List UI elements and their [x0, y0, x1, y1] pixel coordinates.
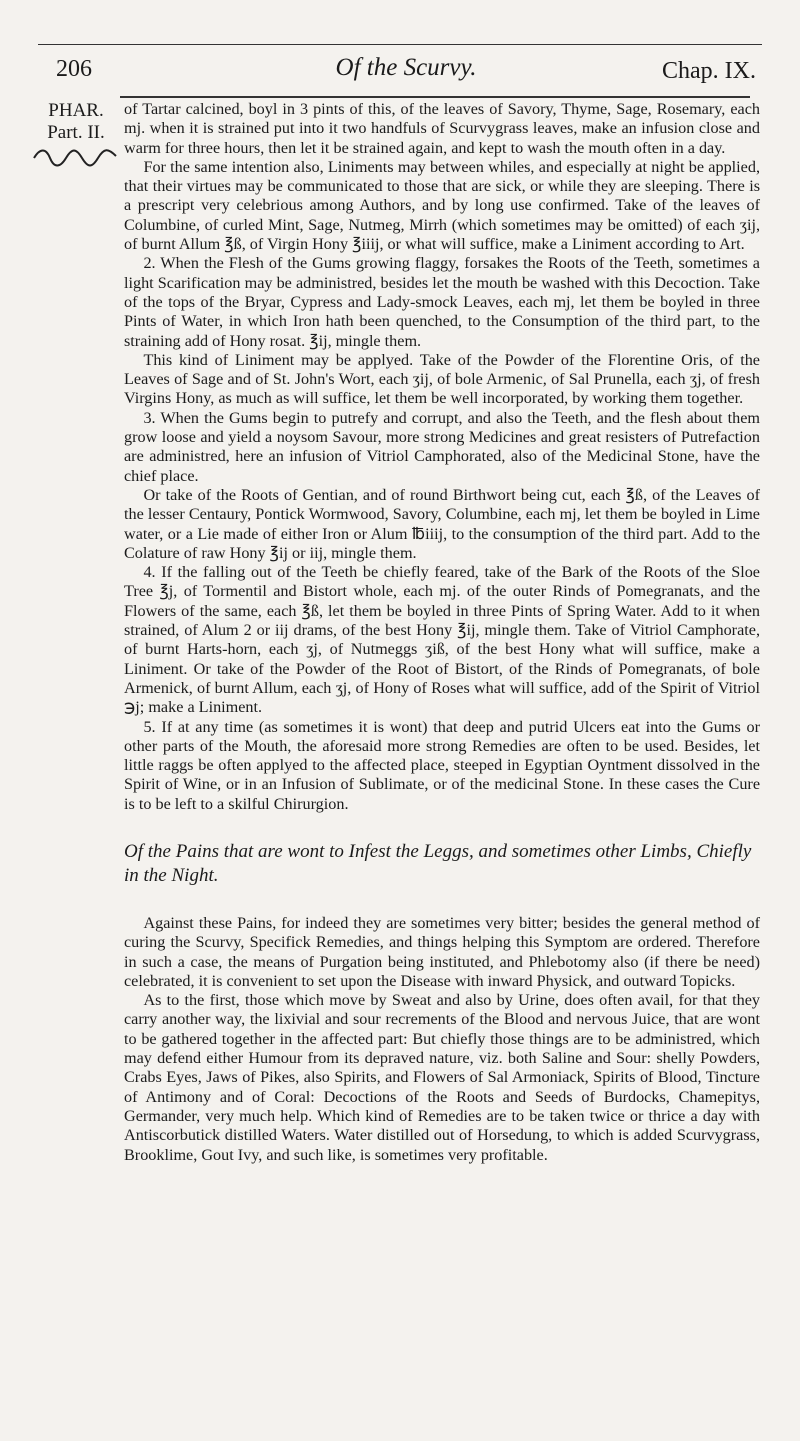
section-heading: Of the Pains that are wont to Infest the Leggs, and sometimes other Limbs, Chiefly in the Night. — [124, 840, 752, 886]
paragraph: of Tartar calcined, boyl in 3 pints of this, of the leaves of Savory, Thyme, Sage, Rosemary, each mj. when it is strained put into it two handfuls of Scurvygrass leaves, make an infusion close and warm for three hours, then let it be strained again, and kept to wash the mouth often in a day. — [124, 100, 760, 157]
paragraph: 2. When the Flesh of the Gums growing flaggy, forsakes the Roots of the Teeth, sometimes a light Scarification may be administred, besides let the mouth be washed with this Decoction. Take of the tops of the Bryar, Cypress and Lady-smock Leaves, each mj, let them be boyled in three Pints of Water, in which Iron hath been quenched, to the Consumption of the third part, to the straining add of Hony rosat. ℥ij, mingle them. — [124, 254, 760, 350]
paragraph: 3. When the Gums begin to putrefy and corrupt, and also the Teeth, and the flesh about them grow loose and yield a noysom Savour, more strong Medicines and great resisters of Putrefaction are administred, here an infusion of Vitriol Camphorated, also of the Medicinal Stone, have the chief place. — [124, 408, 760, 485]
paragraph: As to the first, those which move by Sweat and also by Urine, does often avail, for that they carry another way, the lixivial and sour recrements of the Blood and nervous Juice, that are wont to be gathered together in the affected part: But chiefly those things are to be administred, which may defend either Humour from its depraved nature, viz. both Saline and Sour: shelly Powders, Crabs Eyes, Jaws of Pikes, also Spirits, and Flowers of Sal Armoniack, Spirits of Blood, Tincture of Antimony and of Coral: Decoctions of the Roots and Seeds of Burdocks, Chamepitys, Germander, very much help. Which kind of Remedies are to be taken twice or thrice a day with Antiscorbutick distilled Waters. Water distilled out of Horsedung, to which is added Scurvygrass, Brooklime, Gout Ivy, and such like, is sometimes very profitable. — [124, 991, 760, 1164]
paragraph: This kind of Liniment may be applyed. Take of the Powder of the Florentine Oris, of the Leaves of Sage and of St. John's Wort, each ʒij, of bole Armenic, of Sal Prunella, each ʒj, of fresh Virgins Hony, as much as will suffice, let them be well incorporated, by working them together. — [124, 350, 760, 408]
flourish-ornament — [32, 146, 118, 168]
margin-note-line-2: Part. II. — [47, 122, 105, 143]
page-number: 206 — [56, 56, 92, 82]
running-header — [56, 52, 756, 92]
top-rule — [38, 44, 762, 45]
main-text — [124, 100, 760, 1165]
chapter-label: Chap. IX. — [662, 58, 756, 84]
paragraph: 5. If at any time (as sometimes it is wont) that deep and putrid Ulcers eat into the Gums or other parts of the Mouth, the aforesaid more strong Remedies are often to be used. Besides, let little raggs be often applyed to the affected place, steeped in Egyptian Oyntment dissolved in the Spirit of Wine, or in an Infusion of Sublimate, or of the medicinal Stone. In these cases the Cure is to be left to a skilful Chirurgion. — [124, 717, 760, 813]
paragraph: 4. If the falling out of the Teeth be chiefly feared, take of the Bark of the Roots of the Sloe Tree ℥j, of Tormentil and Bistort whole, each mj. of the outer Rinds of Pomegranats, and the Flowers of the same, each ℥ß, let them be boyled in three Pints of Spring Water. Add to it when strained, of Alum 2 or iij drams, of the best Hony ℥ij, mingle them. Take of Vitriol Camphorate, of burnt Harts-horn, each ʒj, of Nutmeggs ʒiß, of the best Hony what will suffice, make a Liniment. Or take of the Powder of the Root of Bistort, of the Rinds of Pomegranats, of bole Armenick, of burnt Allum, each ʒj, of Hony of Roses what will suffice, add of the Spirit of Vitriol ℈j; make a Liniment. — [124, 563, 760, 717]
paragraph: For the same intention also, Liniments may between whiles, and especially at night be applied, that their virtues may be communicated to those that are sick, or while they are sleeping. There is a prescript very celebrious among Authors, and by long use confirmed. Take of the leaves of Columbine, of curled Mint, Sage, Nutmeg, Mirrh (which sometimes may be omitted) of each ʒij, of burnt Allum ℥ß, of Virgin Hony ℥iiij, or what will suffice, make a Liniment according to Art. — [124, 157, 760, 254]
header-rule — [120, 96, 750, 98]
paragraph: Or take of the Roots of Gentian, and of round Birthwort being cut, each ℥ß, of the Leaves of the lesser Centaury, Pontick Wormwood, Savory, Columbine, each mj, let them be boyled in Lime water, or a Lie made of either Iron or Alum ℔iiij, to the consumption of the third part. Add to the Colature of raw Hony ℥ij or iij, mingle them. — [124, 485, 760, 562]
margin-note-line-1: PHAR. — [48, 100, 104, 121]
running-title: Of the Scurvy. — [335, 54, 477, 81]
margin-note — [30, 100, 122, 144]
paragraph: Against these Pains, for indeed they are sometimes very bitter; besides the general method of curing the Scurvy, Specifick Remedies, and things helping this Symptom are ordered. Therefore in such a case, the means of Purgation being instituted, and Phlebotomy also (if there be need) celebrated, it is convenient to set upon the Disease with inward Physick, and outward Topicks. — [124, 913, 760, 990]
